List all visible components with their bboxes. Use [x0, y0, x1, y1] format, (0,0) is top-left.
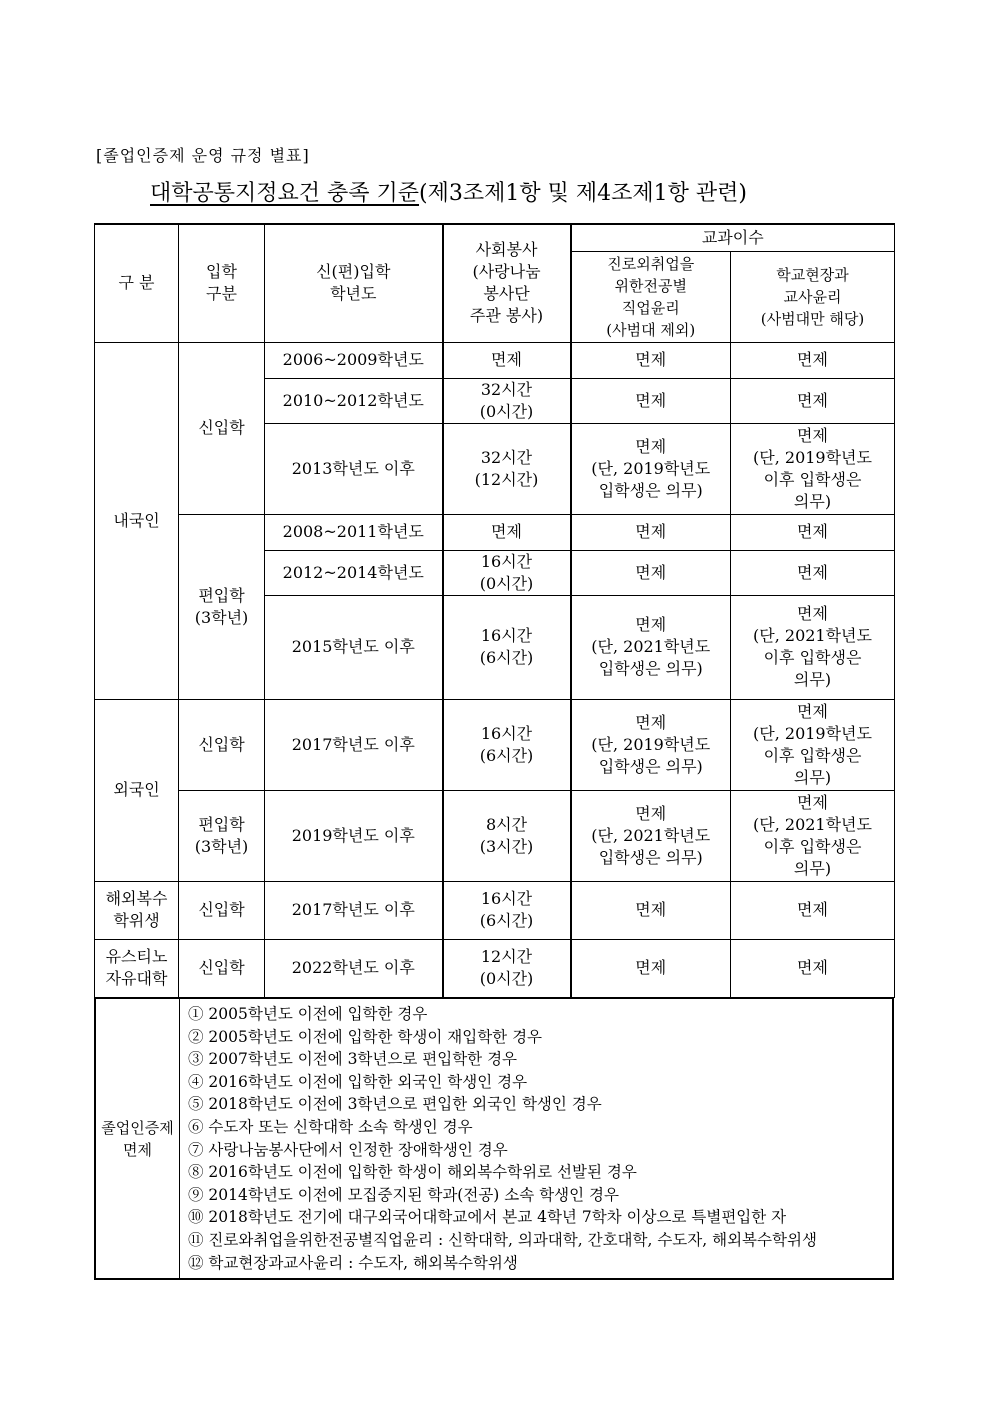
- header-admission-type: 입학 구분: [179, 224, 265, 342]
- teacher-ethics-cell: 면제: [731, 514, 895, 550]
- major-ethics-cell: 면제 (단, 2019학년도 입학생은 의무): [571, 699, 731, 790]
- header-ethics-major: 진로외취업을 위한전공별 직업윤리 (사범대 제외): [571, 251, 731, 342]
- header-admission-year: 신(편)입학 학년도: [265, 224, 443, 342]
- service-cell: 16시간 (6시간): [443, 595, 571, 699]
- header-category: 구 분: [95, 224, 179, 342]
- year-cell: 2013학년도 이후: [265, 423, 443, 514]
- teacher-ethics-cell: 면제 (단, 2021학년도 이후 입학생은 의무): [731, 790, 895, 881]
- major-ethics-cell: 면제: [571, 342, 731, 378]
- year-cell: 2017학년도 이후: [265, 881, 443, 939]
- group-justino: 유스티노 자유대학: [95, 939, 179, 997]
- year-cell: 2008~2011학년도: [265, 514, 443, 550]
- teacher-ethics-cell: 면제 (단, 2019학년도 이후 입학생은 의무): [731, 423, 895, 514]
- exemption-label: 졸업인증제 면제: [96, 999, 180, 1278]
- service-cell: 면제: [443, 342, 571, 378]
- table-row: [95, 790, 895, 881]
- teacher-ethics-cell: 면제: [731, 939, 895, 997]
- list-item: ⑫ 학교현장과교사윤리 : 수도자, 해외복수학위생: [188, 1253, 518, 1272]
- service-cell: 32시간 (0시간): [443, 378, 571, 423]
- major-ethics-cell: 면제: [571, 378, 731, 423]
- table-row: [95, 939, 895, 997]
- teacher-ethics-cell: 면제: [731, 378, 895, 423]
- year-cell: 2010~2012학년도: [265, 378, 443, 423]
- type-freshman: 신입학: [179, 881, 265, 939]
- header-courses: 교과이수: [571, 224, 895, 251]
- year-cell: 2006~2009학년도: [265, 342, 443, 378]
- type-transfer: 편입학 (3학년): [179, 514, 265, 699]
- table-row: [95, 514, 895, 550]
- list-item: ⑩ 2018학년도 전기에 대구외국어대학교에서 본교 4학년 7학차 이상으로 특별편입한 자: [188, 1208, 787, 1227]
- service-cell: 8시간 (3시간): [443, 790, 571, 881]
- list-item: ⑤ 2018학년도 이전에 3학년으로 편입한 외국인 학생인 경우: [188, 1095, 602, 1114]
- service-cell: 16시간 (0시간): [443, 550, 571, 595]
- title-reference: (제3조제1항 및 제4조제1항 관련): [419, 181, 747, 206]
- table-row: [95, 699, 895, 790]
- list-item: ⑦ 사랑나눔봉사단에서 인정한 장애학생인 경우: [188, 1140, 508, 1159]
- list-item: ③ 2007학년도 이전에 3학년으로 편입학한 경우: [188, 1050, 518, 1069]
- list-item: ⑧ 2016학년도 이전에 입학한 학생이 해외복수학위로 선발된 경우: [188, 1163, 637, 1182]
- service-cell: 32시간 (12시간): [443, 423, 571, 514]
- type-freshman: 신입학: [179, 699, 265, 790]
- service-cell: 16시간 (6시간): [443, 881, 571, 939]
- major-ethics-cell: 면제: [571, 881, 731, 939]
- major-ethics-cell: 면제: [571, 514, 731, 550]
- teacher-ethics-cell: 면제 (단, 2021학년도 이후 입학생은 의무): [731, 595, 895, 699]
- year-cell: 2019학년도 이후: [265, 790, 443, 881]
- title-main: 대학공통지정요건 충족 기준: [150, 181, 420, 206]
- major-ethics-cell: 면제 (단, 2019학년도 입학생은 의무): [571, 423, 731, 514]
- major-ethics-cell: 면제: [571, 939, 731, 997]
- year-cell: 2022학년도 이후: [265, 939, 443, 997]
- type-freshman: 신입학: [179, 342, 265, 514]
- group-domestic: 내국인: [95, 342, 179, 699]
- teacher-ethics-cell: 면제 (단, 2019학년도 이후 입학생은 의무): [731, 699, 895, 790]
- type-transfer: 편입학 (3학년): [179, 790, 265, 881]
- teacher-ethics-cell: 면제: [731, 342, 895, 378]
- teacher-ethics-cell: 면제: [731, 881, 895, 939]
- major-ethics-cell: 면제: [571, 550, 731, 595]
- type-freshman: 신입학: [179, 939, 265, 997]
- requirements-table: [94, 223, 895, 998]
- year-cell: 2017학년도 이후: [265, 699, 443, 790]
- table-row: [95, 881, 895, 939]
- list-item: ⑥ 수도자 또는 신학대학 소속 학생인 경우: [188, 1117, 473, 1136]
- table-row: [95, 342, 895, 378]
- header-social-service: 사회봉사 (사랑나눔 봉사단 주관 봉사): [443, 224, 571, 342]
- exemption-box: [94, 997, 894, 1280]
- year-cell: 2012~2014학년도: [265, 550, 443, 595]
- major-ethics-cell: 면제 (단, 2021학년도 입학생은 의무): [571, 595, 731, 699]
- header-ethics-teacher: 학교현장과 교사윤리 (사범대만 해당): [731, 251, 895, 342]
- list-item: ⑨ 2014학년도 이전에 모집중지된 학과(전공) 소속 학생인 경우: [188, 1185, 619, 1204]
- list-item: ① 2005학년도 이전에 입학한 경우: [188, 1005, 428, 1023]
- service-cell: 12시간 (0시간): [443, 939, 571, 997]
- group-overseas: 해외복수 학위생: [95, 881, 179, 939]
- service-cell: 16시간 (6시간): [443, 699, 571, 790]
- major-ethics-cell: 면제 (단, 2021학년도 입학생은 의무): [571, 790, 731, 881]
- group-foreign: 외국인: [95, 699, 179, 881]
- regulation-caption: [졸업인증제 운영 규정 별표]: [96, 146, 310, 165]
- teacher-ethics-cell: 면제: [731, 550, 895, 595]
- list-item: ② 2005학년도 이전에 입학한 학생이 재입학한 경우: [188, 1027, 543, 1046]
- service-cell: 면제: [443, 514, 571, 550]
- page-title: [150, 176, 747, 207]
- list-item: ⑪ 진로와취업을위한전공별직업윤리 : 신학대학, 의과대학, 간호대학, 수도자, 해외복수학위생: [188, 1230, 817, 1249]
- exemption-list: [188, 1003, 888, 1274]
- header-row: [95, 224, 895, 251]
- list-item: ④ 2016학년도 이전에 입학한 외국인 학생인 경우: [188, 1072, 528, 1091]
- year-cell: 2015학년도 이후: [265, 595, 443, 699]
